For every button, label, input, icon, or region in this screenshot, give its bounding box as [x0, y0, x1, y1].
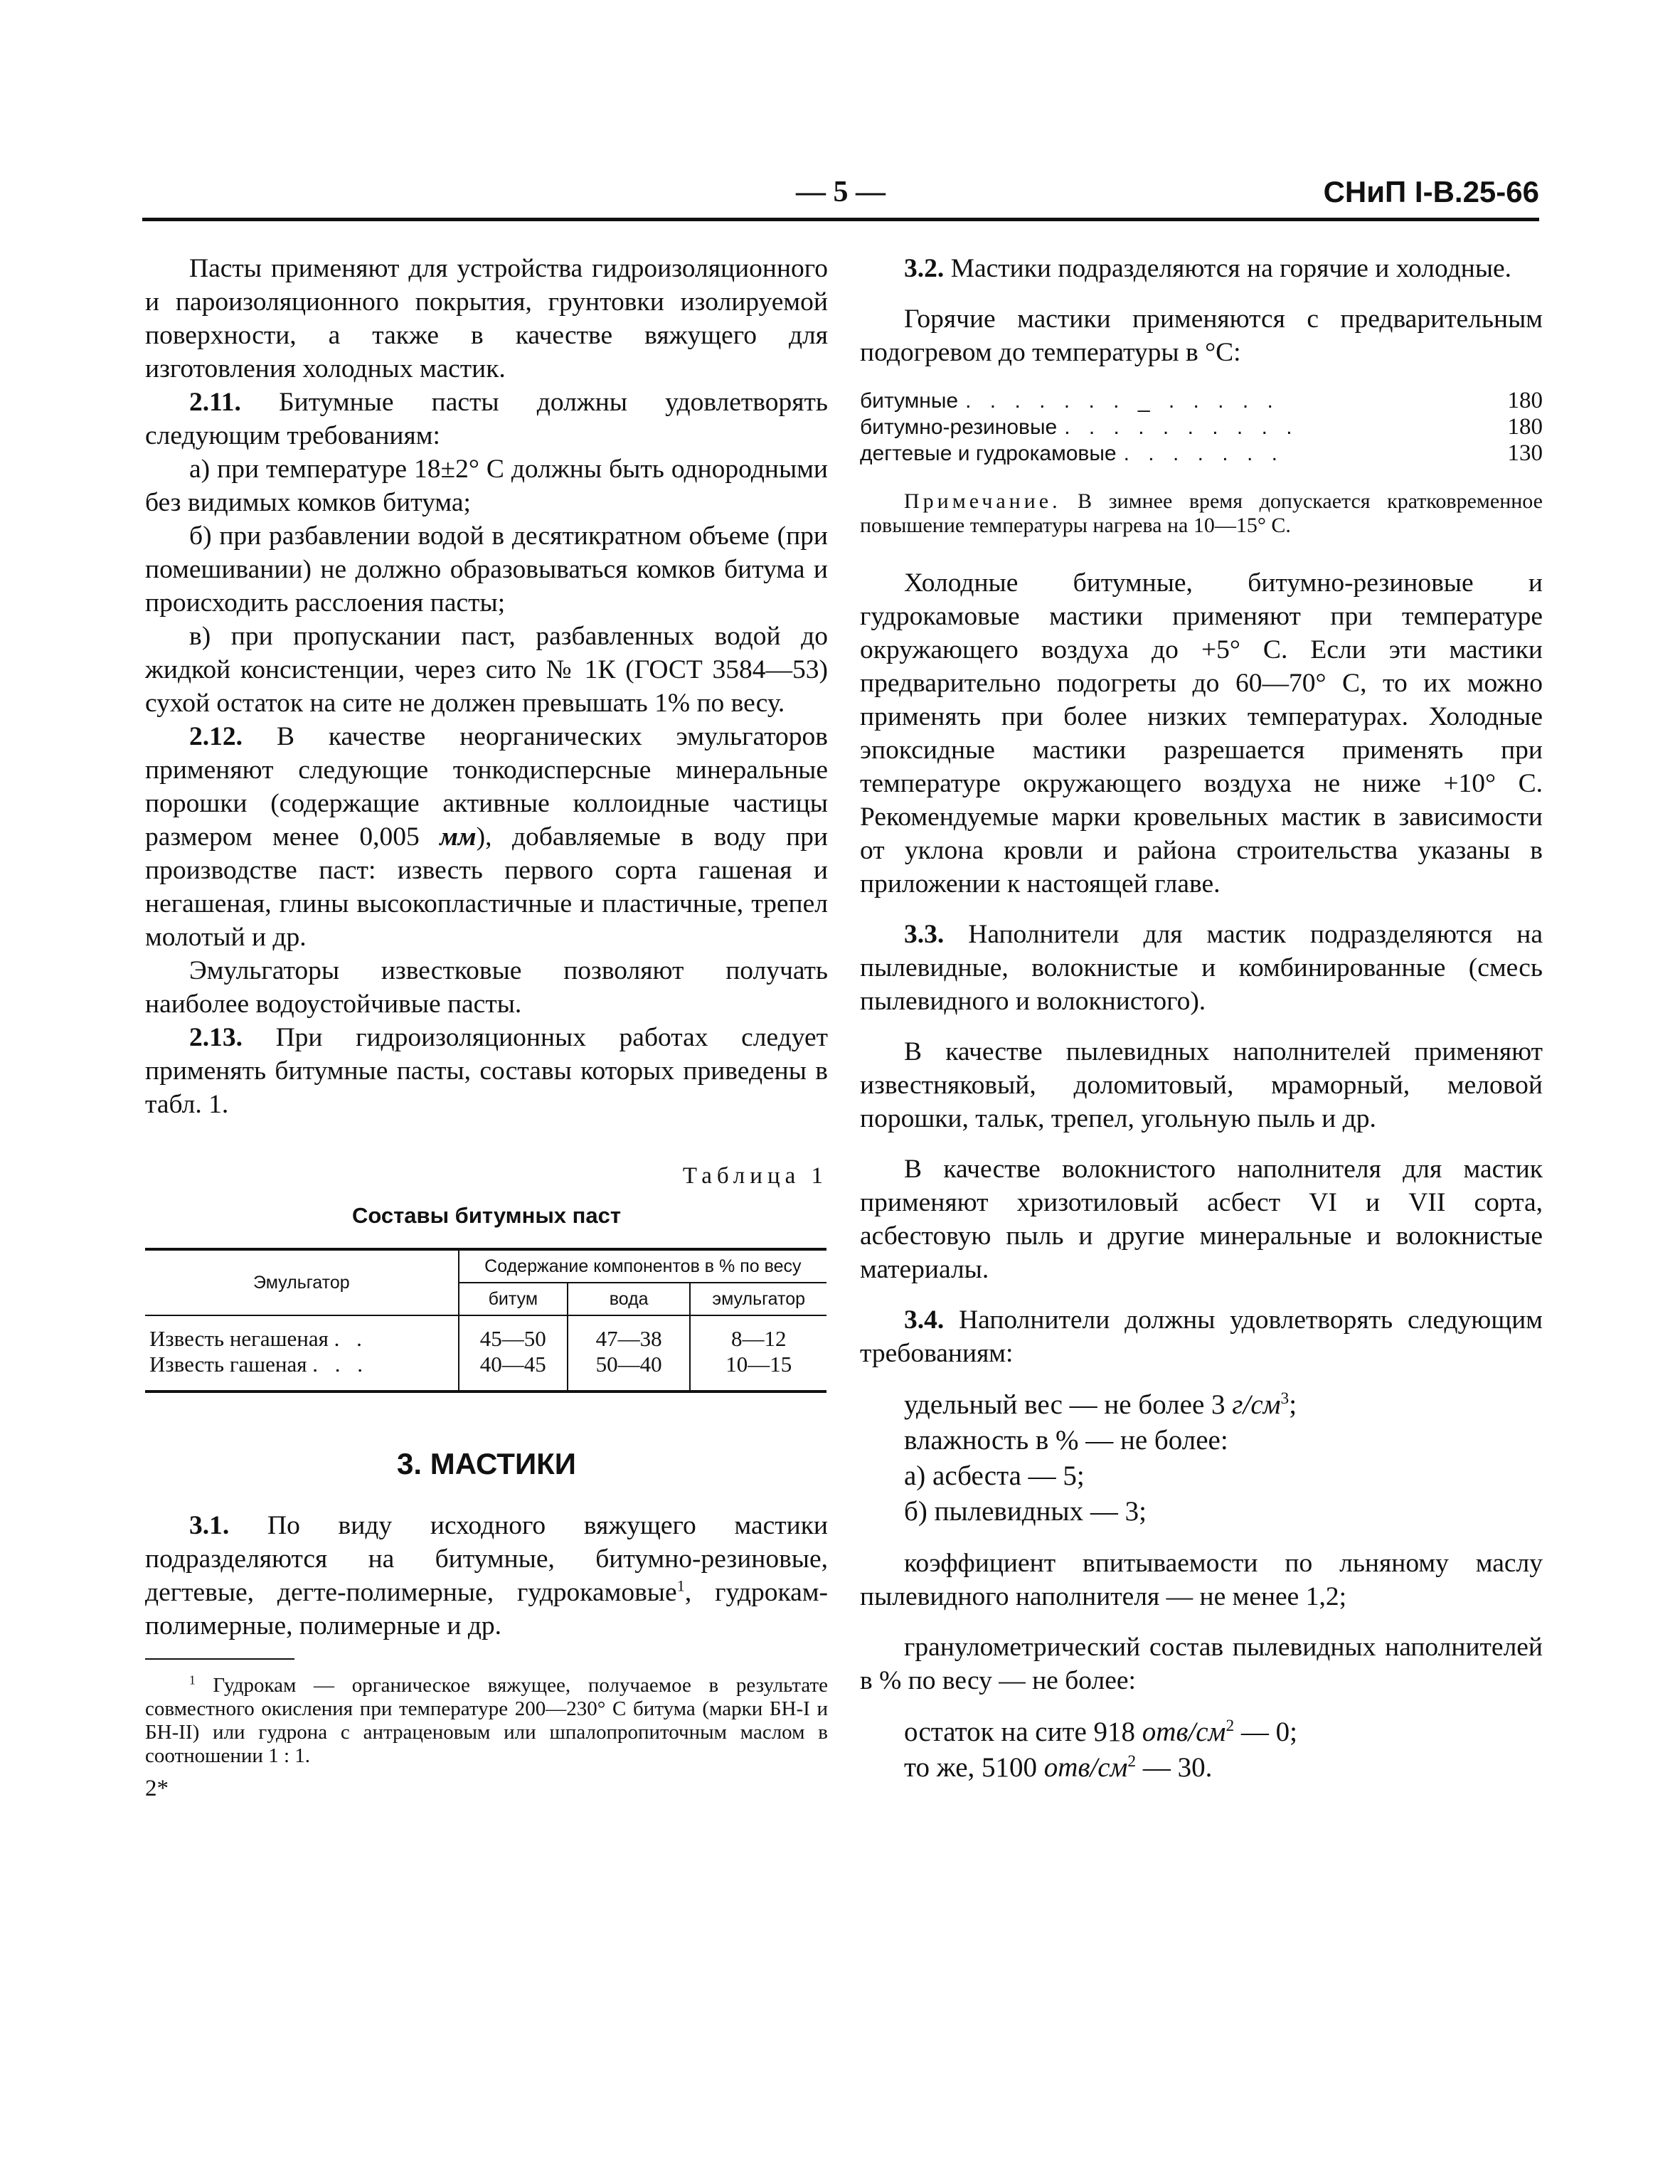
paragraph-hot-mastics: Горячие мастики применяются с предварительным подогревом до температуры в °С:: [860, 304, 1543, 367]
signature-mark: 2*: [145, 1776, 169, 1801]
header-content: Содержание компонентов в % по весу: [459, 1249, 826, 1283]
leader-dots: . .: [334, 1326, 368, 1351]
paragraph-cold-mastics: Холодные битумные, битумно-резиновые и гудрокамовые мастики применяют при температуре окружающего воздуха до +5° С. Если эти мастики предварительно подогреты до 60—70° С, то их можно применять при более низких температурах. Холодные эпоксидные мастики разрешается применять при температуре окружающего воздуха не ниже +10° С. Рекомендуемые марки кровельных мастик в зависимости от уклона кровли и района строительства указаны в приложении к настоящей главе.: [860, 568, 1543, 898]
clause-number: 3.4.: [904, 1305, 945, 1335]
req-moisture-b: б) пылевидных — 3;: [904, 1496, 1147, 1527]
paragraph-intro: Пасты применяют для устройства гидроизоляционного и пароизоляционного покрытия, грунтовки изолируемой поверхности, а также в качестве вяжущего для изготовления холодных мастик.: [145, 254, 828, 383]
paragraph-3-1: [145, 1509, 828, 1643]
document-code: СНиП I-В.25-66: [1323, 175, 1539, 208]
page-number: — 5 —: [796, 176, 886, 208]
clause-number: 2.12.: [189, 722, 243, 751]
paragraph-emulsifiers: Эмульгаторы известковые позволяют получать наиболее водоустойчивые пасты.: [145, 956, 828, 1019]
clause-number: 3.1.: [189, 1511, 230, 1540]
clause-text: По виду исходного вяжущего мастики подразделяются на битумные, битумно-резиновые, дегтевые, дегте-полимерные, гудрокамовые: [145, 1511, 828, 1607]
clause-number: 3.2.: [904, 254, 945, 283]
leader-dots: . . . . . . . _ . . . . .: [965, 389, 1280, 413]
unit-exponent: 2: [1226, 1717, 1235, 1735]
unit: г/см: [1232, 1389, 1281, 1420]
req-text: остаток на сите 918: [904, 1717, 1142, 1747]
left-column: [145, 252, 828, 1806]
req-text: — 0;: [1234, 1717, 1297, 1747]
clause-number: 3.3.: [904, 920, 945, 949]
note: [860, 489, 1543, 538]
temperature-list: [860, 388, 1543, 467]
header-rule: [142, 218, 1539, 221]
header-emul: эмульгатор: [690, 1283, 826, 1315]
req-text: удельный вес — не более 3: [904, 1389, 1233, 1420]
cell-name: [145, 1352, 459, 1391]
unit: отв/см: [1043, 1752, 1128, 1783]
cell-emul: 8—12: [690, 1315, 826, 1352]
clause-text: Мастики подразделяются на горячие и холодные.: [944, 254, 1512, 283]
req-text: то же, 5100: [904, 1752, 1044, 1783]
leader-dots: . . . . . . .: [1123, 442, 1284, 465]
clause-text: Битумные пасты должны удовлетворять следующим требованиям:: [145, 388, 828, 450]
clause-number: 2.11.: [189, 388, 241, 417]
table-caption: Таблица 1: [682, 1163, 828, 1189]
sieve-list: [860, 1714, 1543, 1786]
temperature-row: [860, 414, 1543, 440]
table-title: Составы битумных паст: [351, 1203, 622, 1228]
right-column: [860, 252, 1543, 1786]
clause-text: При гидроизоляционных работах следует применять битумные пасты, составы которых приведены в табл. 1.: [145, 1023, 828, 1119]
temperature-row: [860, 440, 1543, 467]
paragraph-2-12: [145, 720, 828, 954]
req-granulometry: гранулометрический состав пылевидных наполнителей в % по весу — не более:: [860, 1633, 1543, 1695]
paragraph-2-11: [145, 386, 828, 452]
paragraph-3-2: [860, 252, 1543, 285]
clause-text: , гудрокам-полимерные, полимерные и др.: [145, 1578, 828, 1640]
cell-bitumen: 45—50: [459, 1315, 568, 1352]
req-density: [904, 1387, 1543, 1423]
unit: отв/см: [1142, 1717, 1226, 1747]
temperature-value: 180: [1507, 414, 1543, 440]
clause-text: ), добавляемые в воду при производстве паст: известь первого сорта гашеная и негашеная, глины высокопластичные и пластичные, трепел молотый и др.: [145, 822, 828, 952]
paragraph-3-3: [860, 918, 1543, 1018]
footnote-rule: [145, 1658, 294, 1660]
leader-dots: . . . . . . . . . .: [1064, 415, 1299, 439]
footnote-ref: 1: [676, 1576, 685, 1595]
clause-number: 2.13.: [189, 1023, 243, 1052]
req-moisture-a: а) асбеста — 5;: [904, 1461, 1085, 1491]
unit-exponent: 2: [1127, 1752, 1137, 1771]
header-bitumen: битум: [459, 1283, 568, 1315]
table-row: [145, 1352, 826, 1391]
row-label: Известь гашеная: [149, 1352, 307, 1377]
paragraph-fiber-fillers: В качестве волокнистого наполнителя для мастик применяют хризотиловый асбест VI и VII сорта, асбестовую пыль и другие минеральные и волокнистые материалы.: [860, 1155, 1543, 1284]
cell-water: 47—38: [568, 1315, 690, 1352]
mastic-type: битумно-резиновые: [860, 415, 1058, 439]
mastic-type: битумные: [860, 389, 959, 413]
req-text: — 30.: [1136, 1752, 1213, 1783]
paragraph-2-13: [145, 1021, 828, 1121]
item-a: а) при температуре 18±2° С должны быть однородными без видимых комков битума;: [145, 455, 828, 517]
req-sieve-918: [904, 1714, 1543, 1750]
requirements-list: [860, 1387, 1543, 1530]
req-text: ;: [1289, 1389, 1297, 1420]
cell-emul: 10—15: [690, 1352, 826, 1391]
req-absorption: коэффициент впитываемости по льняному маслу пылевидного наполнителя — не менее 1,2;: [860, 1549, 1543, 1611]
item-b: б) при разбавлении водой в десятикратном объеме (при помешивании) не должно образовываться комков битума и происходить расслоения пасты;: [145, 521, 828, 617]
req-sieve-5100: [904, 1750, 1543, 1786]
clause-text: Наполнители должны удовлетворять следующим требованиям:: [860, 1305, 1543, 1368]
table-row: [145, 1315, 826, 1352]
footnote-mark: 1: [189, 1673, 196, 1687]
unit-exponent: 3: [1280, 1389, 1290, 1408]
paragraph-dust-fillers: В качестве пылевидных наполнителей применяют известняковый, доломитовый, мраморный, меловой порошки, тальк, трепел, угольную пыль и др.: [860, 1037, 1543, 1133]
cell-bitumen: 40—45: [459, 1352, 568, 1391]
footnote: [145, 1674, 828, 1768]
leader-dots: . . .: [312, 1352, 369, 1377]
footnote-text: [145, 1674, 828, 1768]
paragraph-3-4: [860, 1303, 1543, 1370]
cell-water: 50—40: [568, 1352, 690, 1391]
clause-text: В качестве неорганических эмульгаторов применяют следующие тонкодисперсные минеральные порошки (содержащие активные коллоидные частицы размером менее 0,005: [145, 722, 828, 852]
temperature-value: 180: [1507, 388, 1543, 413]
temperature-value: 130: [1507, 440, 1543, 466]
header-emulsifier: Эмульгатор: [145, 1249, 459, 1315]
note-label: Примечание.: [904, 489, 1061, 513]
row-label: Известь негашеная: [149, 1326, 329, 1351]
table-header-row: [145, 1249, 826, 1283]
req-moisture: влажность в % — не более:: [904, 1425, 1228, 1456]
unit-mm: мм: [440, 822, 477, 852]
note-text: В зимнее время допускается кратковременное повышение температуры нагрева на 10—15° С.: [860, 489, 1543, 537]
temperature-row: [860, 388, 1543, 414]
mastic-type: дегтевые и гудрокамовые: [860, 442, 1117, 465]
item-c: в) при пропускании паст, разбавленных водой до жидкой консистенции, через сито № 1К (ГОСТ 3584—53) сухой остаток на сите не должен превышать 1% по весу.: [145, 622, 828, 718]
cell-name: [145, 1315, 459, 1352]
header-water: вода: [568, 1283, 690, 1315]
composition-table: [145, 1248, 826, 1393]
section-3-title: 3. МАСТИКИ: [397, 1447, 576, 1480]
footnote-body: Гудрокам — органическое вяжущее, получаемое в результате совместного окисления при температуре 200—230° С битума (марки БН-I и БН-II) или гудрона с антраценовым или шпалопропиточным маслом в соотношении 1 : 1.: [145, 1674, 828, 1767]
clause-text: Наполнители для мастик подразделяются на пылевидные, волокнистые и комбинированные (смесь пылевидного и волокнистого).: [860, 920, 1543, 1016]
